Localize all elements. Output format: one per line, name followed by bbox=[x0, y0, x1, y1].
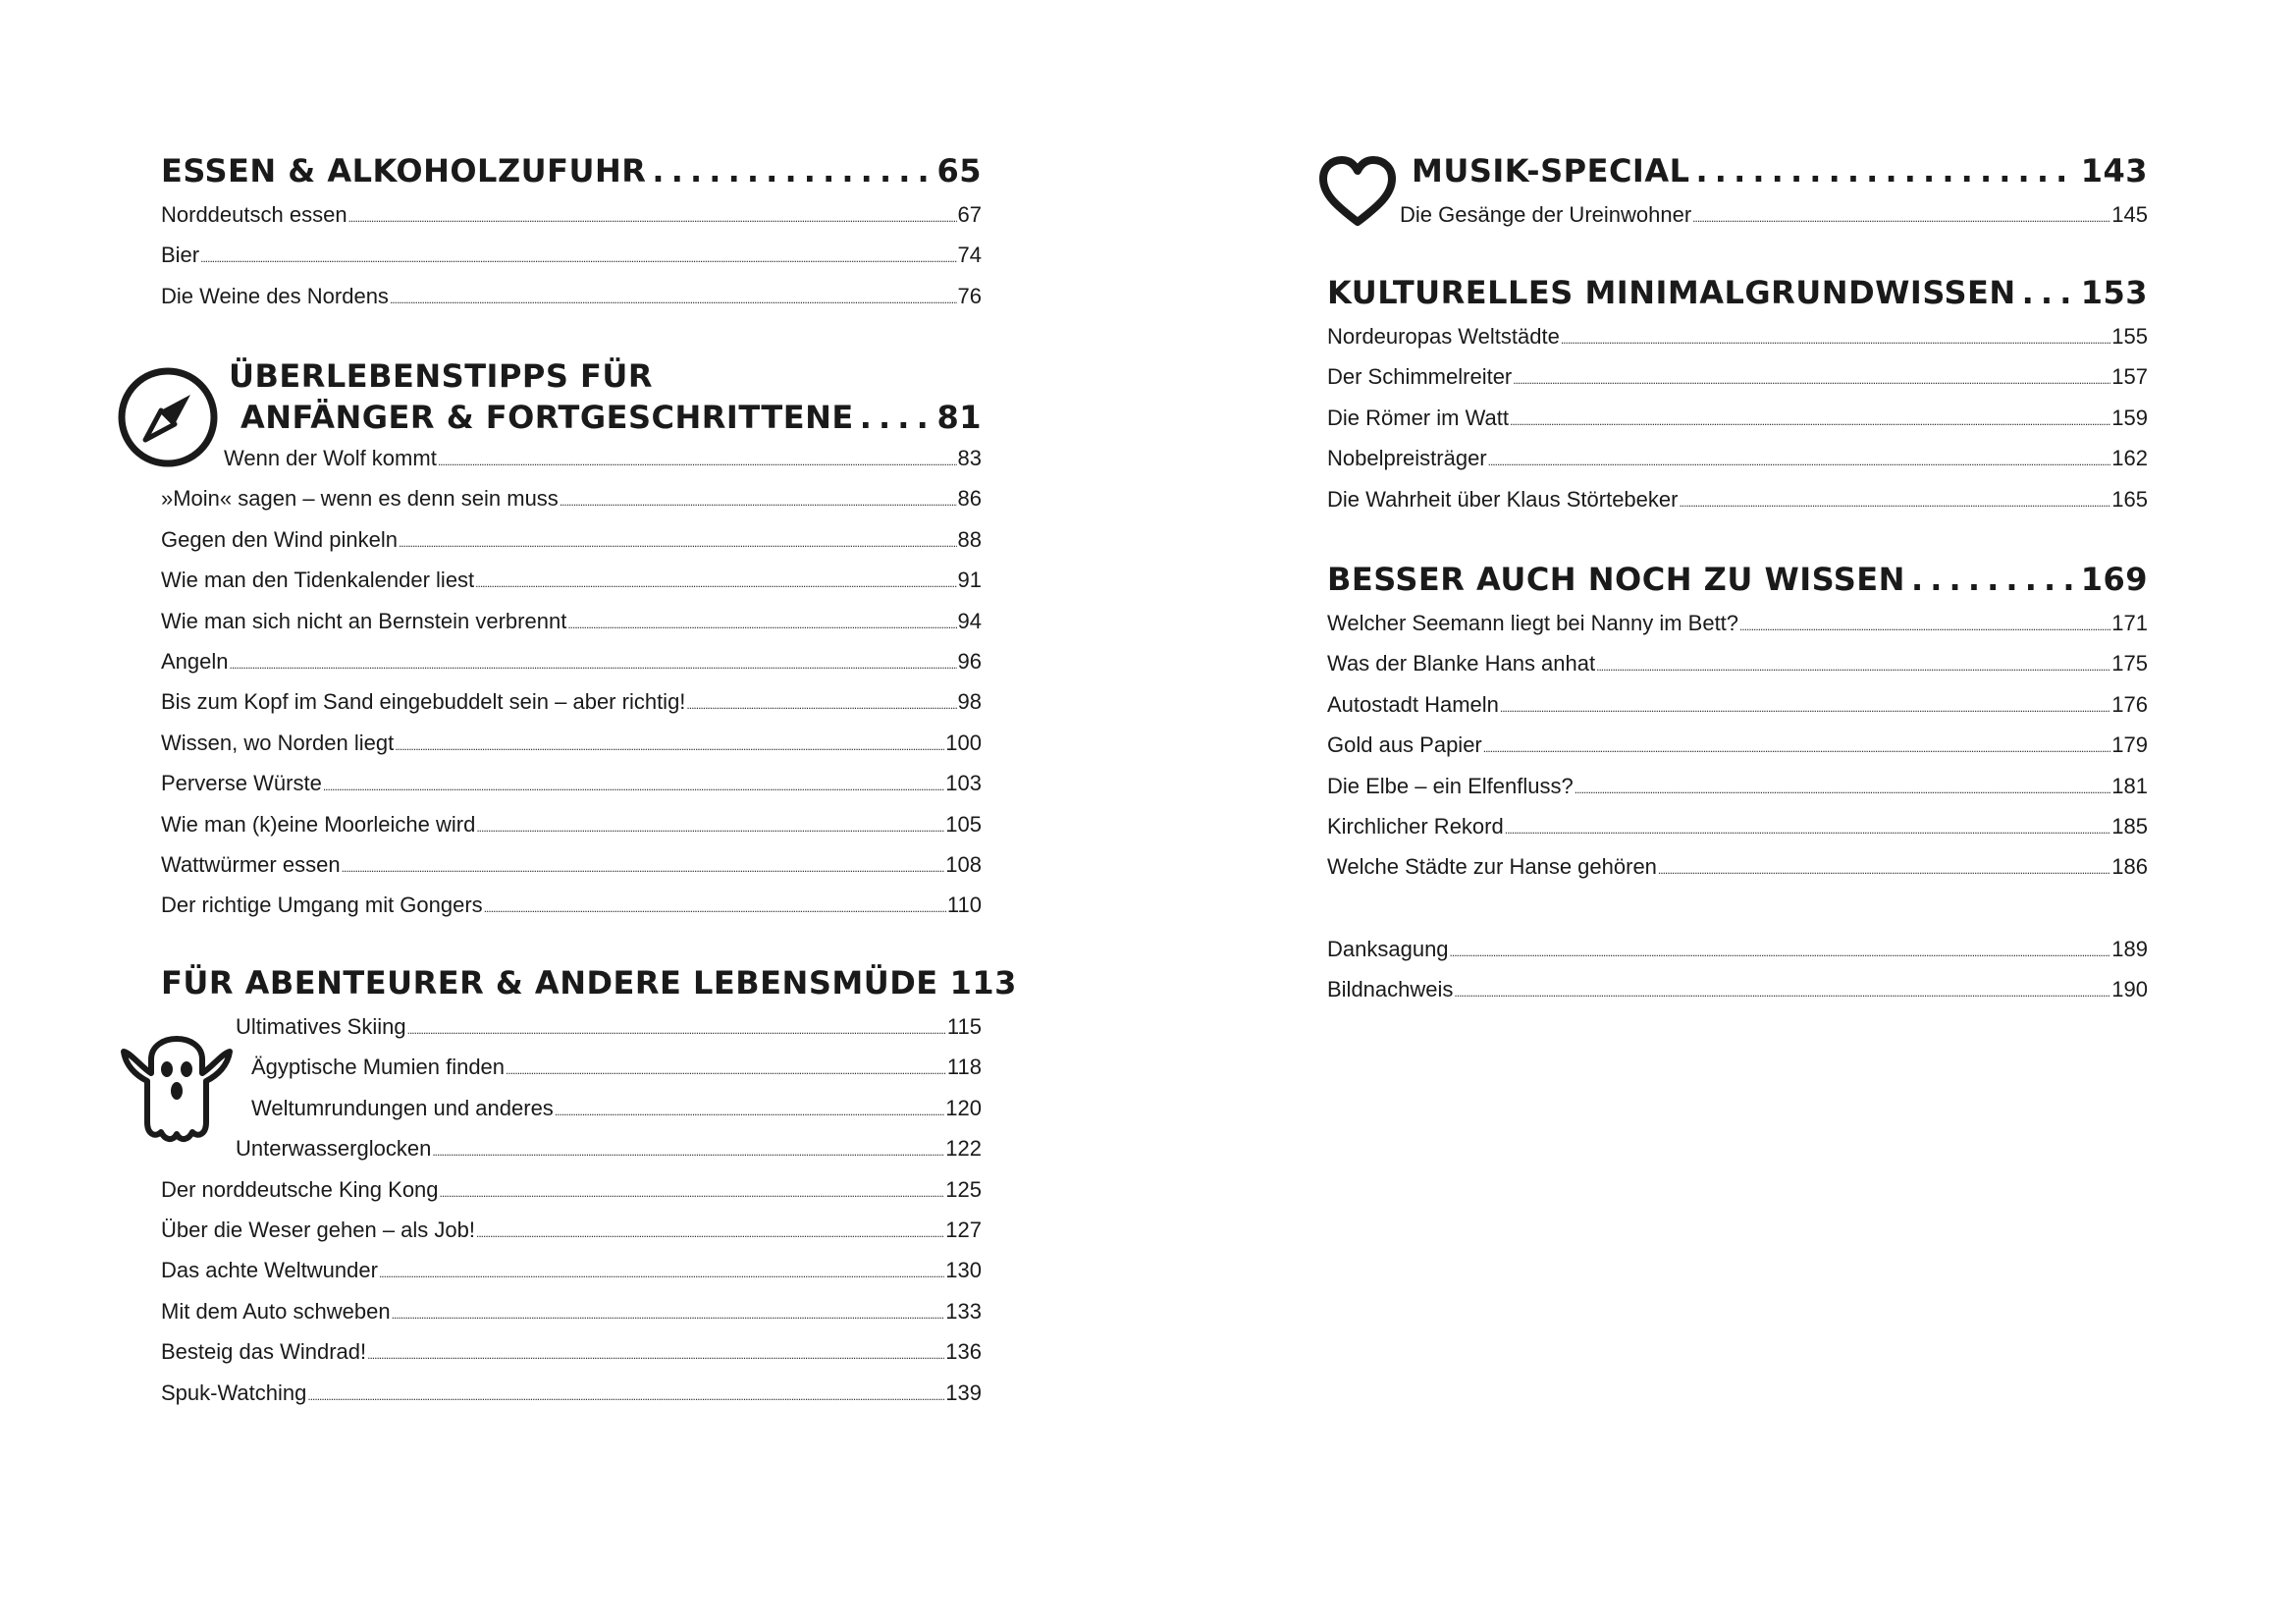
entry-page: 165 bbox=[2111, 486, 2148, 512]
toc-chapter-heading[interactable] bbox=[161, 150, 982, 191]
chapter-title: BESSER AUCH NOCH ZU WISSEN bbox=[1327, 561, 1905, 598]
toc-entry[interactable] bbox=[161, 885, 982, 925]
entry-page: 122 bbox=[945, 1136, 982, 1162]
leader-dots bbox=[1513, 360, 2110, 401]
chapter-page: 65 bbox=[936, 152, 982, 189]
entry-title: Wenn der Wolf kommt bbox=[224, 446, 437, 470]
leader-dots bbox=[560, 482, 957, 522]
toc-section-kulturelles bbox=[1327, 272, 2148, 519]
entry-page: 76 bbox=[957, 283, 982, 308]
chapter-page: 153 bbox=[2080, 274, 2148, 311]
leader-dots bbox=[390, 280, 957, 320]
entry-page: 175 bbox=[2111, 651, 2148, 677]
entry-page: 103 bbox=[945, 771, 982, 796]
toc-entry[interactable] bbox=[1327, 643, 2148, 683]
entry-title: Unterwasserglocken bbox=[236, 1136, 432, 1162]
entry-page: 162 bbox=[2111, 446, 2148, 471]
entry-title: Nordeuropas Weltstädte bbox=[1327, 324, 1560, 349]
leader-dots bbox=[686, 685, 956, 726]
toc-entry[interactable] bbox=[161, 519, 982, 560]
entry-page: 145 bbox=[2111, 202, 2148, 227]
leader-dots bbox=[379, 1254, 944, 1294]
leader-dots bbox=[1695, 150, 2074, 191]
leader-dots bbox=[1679, 483, 2110, 523]
toc-entry[interactable] bbox=[161, 438, 982, 478]
entry-title: Was der Blanke Hans anhat bbox=[1327, 651, 1596, 677]
toc-entry[interactable] bbox=[1327, 438, 2148, 478]
entry-page: 130 bbox=[945, 1258, 982, 1283]
entry-page: 96 bbox=[957, 648, 982, 674]
entry-title: Die Weine des Nordens bbox=[161, 283, 389, 308]
entry-title: Welche Städte zur Hanse gehören bbox=[1327, 854, 1657, 880]
entry-title: Der richtige Umgang mit Gongers bbox=[161, 893, 483, 918]
toc-entry[interactable] bbox=[1327, 969, 2148, 1009]
toc-entry[interactable] bbox=[1327, 846, 2148, 887]
entry-page: 181 bbox=[2111, 773, 2148, 798]
toc-entry[interactable] bbox=[1327, 806, 2148, 846]
entry-title: »Moin« sagen – wenn es denn sein muss bbox=[161, 486, 559, 512]
entry-title: Wie man den Tidenkalender liest bbox=[161, 568, 475, 593]
entry-page: 100 bbox=[945, 730, 982, 755]
toc-entry[interactable] bbox=[1327, 929, 2148, 969]
leader-dots bbox=[342, 848, 945, 889]
entry-title: Bildnachweis bbox=[1327, 977, 1454, 1002]
chapter-title: ANFÄNGER & FORTGESCHRITTENE bbox=[240, 399, 854, 436]
entry-title: Die Römer im Watt bbox=[1327, 405, 1509, 430]
toc-entry[interactable] bbox=[161, 1128, 982, 1168]
leader-dots bbox=[1692, 198, 2110, 239]
leader-dots bbox=[395, 727, 944, 767]
leader-dots bbox=[407, 1010, 946, 1051]
toc-chapter-heading[interactable] bbox=[1327, 272, 2148, 313]
toc-entry[interactable] bbox=[161, 478, 982, 518]
toc-entry[interactable] bbox=[1327, 725, 2148, 765]
entry-title: Die Elbe – ein Elfenfluss? bbox=[1327, 773, 1574, 798]
leader-dots bbox=[440, 1173, 945, 1214]
toc-entry[interactable] bbox=[1327, 766, 2148, 806]
toc-entry[interactable] bbox=[161, 641, 982, 681]
entry-page: 155 bbox=[2111, 324, 2148, 349]
entry-title: Weltumrundungen und anderes bbox=[251, 1095, 554, 1120]
leader-dots bbox=[392, 1295, 945, 1335]
leader-dots bbox=[476, 1214, 944, 1254]
leader-dots bbox=[1500, 688, 2110, 729]
entry-title: Ultimatives Skiing bbox=[236, 1014, 406, 1039]
toc-entry[interactable] bbox=[161, 1047, 982, 1087]
chapter-title: KULTURELLES MINIMALGRUNDWISSEN bbox=[1327, 274, 2016, 311]
entry-title: Gold aus Papier bbox=[1327, 732, 1482, 758]
chapter-title-line1: ÜBERLEBENSTIPPS FÜR bbox=[229, 357, 654, 395]
entry-page: 105 bbox=[945, 811, 982, 837]
entry-title: Die Gesänge der Ureinwohner bbox=[1400, 202, 1692, 227]
leader-dots bbox=[1739, 607, 2110, 647]
leader-dots bbox=[1596, 647, 2110, 687]
toc-section-backmatter bbox=[1327, 929, 2148, 1010]
entry-page: 133 bbox=[945, 1298, 982, 1324]
entry-title: Wie man sich nicht an Bernstein verbrennt bbox=[161, 608, 567, 633]
entry-page: 86 bbox=[957, 486, 982, 512]
entry-page: 67 bbox=[957, 202, 982, 227]
entry-title: Über die Weser gehen – als Job! bbox=[161, 1217, 475, 1242]
entry-page: 176 bbox=[2111, 691, 2148, 717]
toc-chapter-heading[interactable] bbox=[161, 397, 982, 438]
entry-title: Danksagung bbox=[1327, 937, 1449, 961]
chapter-page: 113 bbox=[949, 964, 1017, 1001]
entry-page: 83 bbox=[957, 446, 982, 470]
toc-section-ueberlebenstipps bbox=[161, 355, 982, 926]
toc-entry[interactable] bbox=[161, 681, 982, 722]
entry-page: 125 bbox=[945, 1176, 982, 1202]
entry-page: 189 bbox=[2111, 937, 2148, 961]
entry-title: Die Wahrheit über Klaus Störtebeker bbox=[1327, 486, 1679, 512]
entry-title: Mit dem Auto schweben bbox=[161, 1298, 391, 1324]
leader-dots bbox=[230, 645, 957, 685]
toc-entry[interactable] bbox=[161, 1373, 982, 1413]
toc-chapter-heading[interactable] bbox=[1327, 150, 2148, 191]
entry-title: Gegen den Wind pinkeln bbox=[161, 526, 398, 552]
entry-title: Wattwürmer essen bbox=[161, 851, 341, 877]
leader-dots bbox=[348, 198, 957, 239]
chapter-page: 169 bbox=[2080, 561, 2148, 598]
toc-entry[interactable] bbox=[161, 235, 982, 275]
leader-dots bbox=[438, 442, 957, 482]
toc-entry[interactable] bbox=[161, 763, 982, 803]
entry-page: 127 bbox=[945, 1217, 982, 1242]
toc-entry[interactable] bbox=[1327, 684, 2148, 725]
leader-dots bbox=[555, 1092, 944, 1132]
entry-page: 115 bbox=[946, 1014, 982, 1039]
toc-entry[interactable] bbox=[161, 844, 982, 885]
toc-entry[interactable] bbox=[1327, 398, 2148, 438]
toc-entry[interactable] bbox=[161, 723, 982, 763]
chapter-title: ESSEN & ALKOHOLZUFUHR bbox=[161, 152, 647, 189]
toc-section-musik bbox=[1327, 150, 2148, 235]
toc-section-essen bbox=[161, 150, 982, 316]
leader-dots bbox=[367, 1335, 944, 1376]
leader-dots bbox=[476, 808, 944, 848]
toc-section-abenteurer bbox=[161, 962, 1017, 1413]
leader-dots bbox=[399, 523, 957, 564]
leader-dots bbox=[475, 564, 956, 604]
toc-entry[interactable] bbox=[1327, 603, 2148, 643]
entry-title: Spuk-Watching bbox=[161, 1380, 307, 1405]
leader-dots bbox=[1450, 933, 2111, 973]
entry-page: 171 bbox=[2111, 611, 2148, 635]
leader-dots bbox=[1454, 973, 2110, 1013]
entry-title: Nobelpreisträger bbox=[1327, 446, 1487, 471]
entry-page: 185 bbox=[2111, 813, 2148, 839]
leader-dots bbox=[1505, 810, 2111, 850]
toc-entry[interactable] bbox=[1327, 316, 2148, 356]
toc-entry[interactable] bbox=[1327, 479, 2148, 519]
leader-dots bbox=[1561, 320, 2110, 360]
entry-page: 190 bbox=[2111, 977, 2148, 1002]
entry-title: Der norddeutsche King Kong bbox=[161, 1176, 439, 1202]
chapter-page: 143 bbox=[2080, 152, 2148, 189]
entry-title: Das achte Weltwunder bbox=[161, 1258, 378, 1283]
entry-title: Welcher Seemann liegt bei Nanny im Bett? bbox=[1327, 611, 1739, 635]
toc-entry[interactable] bbox=[1327, 356, 2148, 397]
entry-page: 157 bbox=[2111, 364, 2148, 390]
leader-dots bbox=[307, 1377, 944, 1417]
entry-page: 159 bbox=[2111, 405, 2148, 430]
toc-entry[interactable] bbox=[161, 1006, 982, 1047]
leader-dots bbox=[1483, 729, 2111, 769]
leader-dots bbox=[1911, 559, 2075, 600]
toc-entry[interactable] bbox=[161, 276, 982, 316]
entry-page: 179 bbox=[2111, 732, 2148, 758]
entry-title: Bis zum Kopf im Sand eingebuddelt sein – aber richtig! bbox=[161, 689, 686, 715]
entry-title: Bier bbox=[161, 243, 200, 268]
leader-dots bbox=[484, 889, 946, 929]
entry-title: Besteig das Windrad! bbox=[161, 1339, 367, 1365]
toc-section-besser bbox=[1327, 559, 2148, 888]
leader-dots bbox=[432, 1132, 944, 1172]
toc-chapter-heading[interactable] bbox=[161, 962, 1017, 1003]
toc-entry[interactable] bbox=[1327, 194, 2148, 235]
toc-chapter-heading[interactable] bbox=[1327, 559, 2148, 600]
toc-entry[interactable] bbox=[161, 601, 982, 641]
chapter-title: FÜR ABENTEURER & ANDERE LEBENSMÜDE bbox=[161, 964, 938, 1001]
entry-page: 98 bbox=[957, 689, 982, 715]
entry-title: Wissen, wo Norden liegt bbox=[161, 730, 395, 755]
leader-dots bbox=[2022, 272, 2075, 313]
leader-dots bbox=[200, 239, 956, 279]
leader-dots bbox=[860, 397, 932, 438]
toc-entry[interactable] bbox=[161, 1250, 982, 1290]
toc-entry[interactable] bbox=[161, 1331, 982, 1372]
toc-entry[interactable] bbox=[161, 194, 982, 235]
leader-dots bbox=[1510, 402, 2110, 442]
leader-dots bbox=[323, 767, 944, 807]
toc-entry[interactable] bbox=[161, 560, 982, 600]
toc-entry[interactable] bbox=[161, 1291, 982, 1331]
entry-title: Angeln bbox=[161, 648, 229, 674]
entry-page: 94 bbox=[957, 608, 982, 633]
entry-page: 88 bbox=[957, 526, 982, 552]
entry-page: 136 bbox=[945, 1339, 982, 1365]
entry-title: Autostadt Hameln bbox=[1327, 691, 1499, 717]
entry-title: Der Schimmelreiter bbox=[1327, 364, 1513, 390]
entry-title: Norddeutsch essen bbox=[161, 202, 347, 227]
entry-page: 118 bbox=[946, 1055, 982, 1080]
leader-dots bbox=[1658, 850, 2110, 891]
entry-title: Wie man (k)eine Moorleiche wird bbox=[161, 811, 476, 837]
entry-page: 74 bbox=[957, 243, 982, 268]
toc-entry[interactable] bbox=[161, 1210, 982, 1250]
leader-dots bbox=[1488, 442, 2111, 482]
entry-page: 91 bbox=[957, 568, 982, 593]
toc-entry[interactable] bbox=[161, 1088, 982, 1128]
leader-dots bbox=[1575, 770, 2111, 810]
toc-entry[interactable] bbox=[161, 1169, 982, 1210]
entry-page: 139 bbox=[945, 1380, 982, 1405]
entry-page: 186 bbox=[2111, 854, 2148, 880]
entry-page: 120 bbox=[945, 1095, 982, 1120]
leader-dots bbox=[652, 150, 931, 191]
leader-dots bbox=[506, 1051, 946, 1091]
entry-page: 110 bbox=[946, 893, 982, 918]
entry-title: Perverse Würste bbox=[161, 771, 322, 796]
entry-title: Kirchlicher Rekord bbox=[1327, 813, 1504, 839]
entry-title: Ägyptische Mumien finden bbox=[251, 1055, 506, 1080]
leader-dots bbox=[567, 605, 956, 645]
chapter-title: MUSIK-SPECIAL bbox=[1412, 152, 1690, 189]
entry-page: 108 bbox=[945, 851, 982, 877]
toc-entry[interactable] bbox=[161, 804, 982, 844]
chapter-page: 81 bbox=[936, 399, 982, 436]
